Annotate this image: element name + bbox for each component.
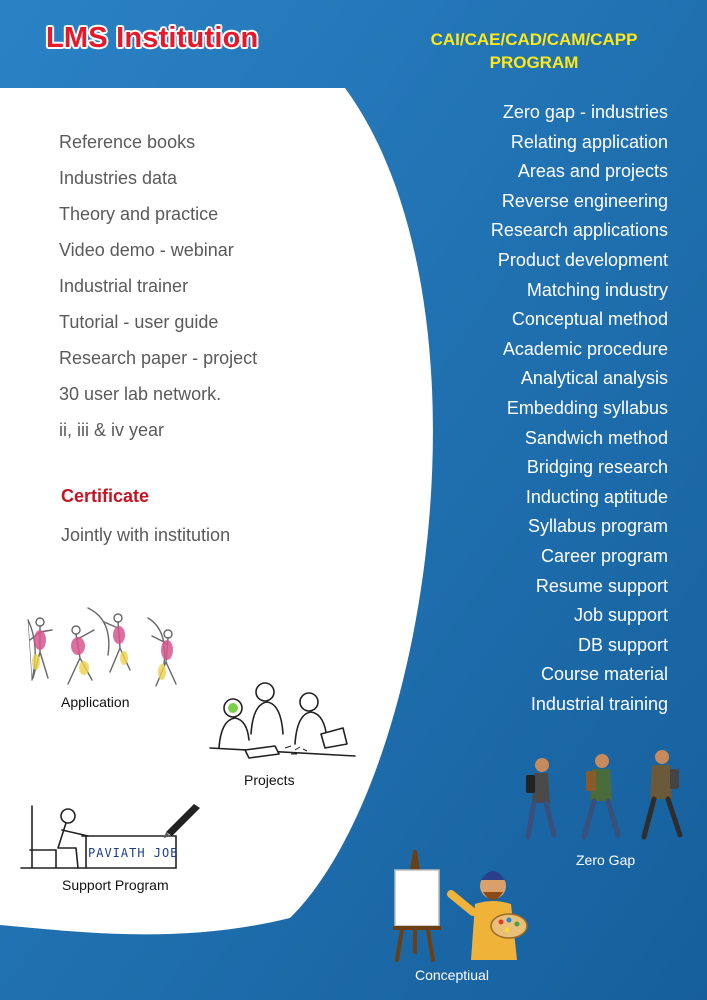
feature-item: Matching industry <box>526 279 668 300</box>
painter-easel-illustration <box>385 848 535 966</box>
facility-item: 30 user lab network. <box>59 384 222 404</box>
certificate-heading: Certificate <box>61 486 150 506</box>
facility-item: Reference books <box>59 132 196 152</box>
feature-item: Relating application <box>510 131 668 152</box>
facility-item: Theory and practice <box>59 204 219 224</box>
facility-item: Research paper - project <box>59 348 258 368</box>
feature-item: Product development <box>497 249 668 270</box>
support-program-caption: Support Program <box>62 877 169 893</box>
feature-item: Zero gap - industries <box>502 102 668 122</box>
feature-item: Inducting aptitude <box>525 486 668 507</box>
paviath-job-sign: PAVIATH JOB <box>88 846 179 860</box>
program-features-list <box>491 98 668 719</box>
walking-students-illustration <box>520 745 692 845</box>
feature-item: Embedding syllabus <box>506 397 668 418</box>
feature-item: DB support <box>577 634 668 655</box>
facility-item: Industries data <box>59 168 178 188</box>
feature-item: Academic procedure <box>502 338 668 359</box>
facility-item: Industrial trainer <box>59 276 189 296</box>
brand-title: LMS Institution <box>46 22 259 54</box>
projects-caption: Projects <box>244 772 295 788</box>
facility-item: Tutorial - user guide <box>59 312 219 332</box>
feature-item: Course material <box>540 664 668 685</box>
program-title-line1: CAI/CAE/CAD/CAM/CAPP <box>430 30 638 49</box>
feature-item: Research applications <box>490 220 668 241</box>
feature-item: Analytical analysis <box>520 368 668 389</box>
feature-item: Conceptual method <box>511 309 668 330</box>
feature-item: Reverse engineering <box>501 190 668 211</box>
facility-item: ii, iii & iv year <box>59 420 165 440</box>
application-caption: Application <box>61 694 130 710</box>
archers-illustration <box>18 600 183 690</box>
certificate-text: Jointly with institution <box>61 525 231 545</box>
zero-gap-caption: Zero Gap <box>576 852 636 868</box>
team-meeting-illustration <box>205 678 360 768</box>
feature-item: Sandwich method <box>524 427 668 448</box>
feature-item: Industrial training <box>530 693 668 714</box>
feature-item: Resume support <box>535 575 668 596</box>
program-title <box>392 28 676 74</box>
facility-item: Video demo - webinar <box>59 240 234 260</box>
feature-item: Syllabus program <box>527 516 668 537</box>
program-title-line2: PROGRAM <box>489 53 579 72</box>
conceptual-caption: Conceptiual <box>415 967 489 983</box>
facilities-list <box>59 128 257 452</box>
feature-item: Career program <box>540 545 668 566</box>
feature-item: Areas and projects <box>517 161 668 182</box>
feature-item: Job support <box>573 605 668 626</box>
feature-item: Bridging research <box>526 457 668 478</box>
